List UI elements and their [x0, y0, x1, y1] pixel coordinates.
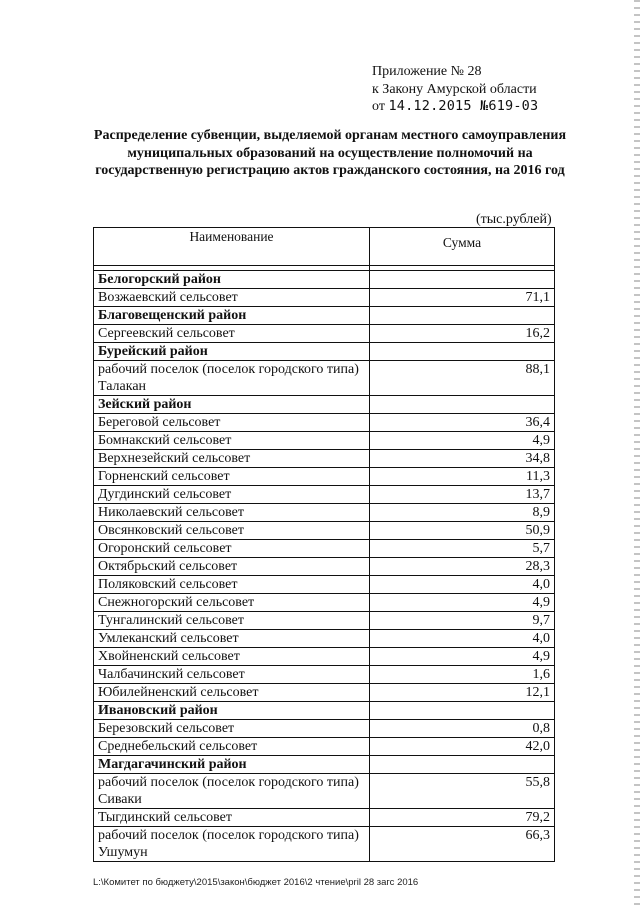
locality-name-cell: Огоронский сельсовет	[94, 540, 370, 558]
district-row	[94, 271, 555, 289]
subsidy-table-body	[94, 228, 555, 862]
locality-name-cell: Хвойненский сельсовет	[94, 648, 370, 666]
table-row	[94, 774, 555, 809]
table-row	[94, 827, 555, 862]
table-header-row	[94, 228, 555, 266]
locality-name-cell: рабочий поселок (поселок городского типа) Ушумун	[94, 827, 370, 862]
table-row	[94, 289, 555, 307]
table-row	[94, 809, 555, 827]
amount-cell: 12,1	[370, 684, 555, 702]
amount-cell: 4,0	[370, 576, 555, 594]
amount-cell: 79,2	[370, 809, 555, 827]
amount-cell: 11,3	[370, 468, 555, 486]
table-row	[94, 361, 555, 396]
amount-cell	[370, 307, 555, 325]
district-name-cell: Магдагачинский район	[94, 756, 370, 774]
amount-cell: 8,9	[370, 504, 555, 522]
amount-cell	[370, 396, 555, 414]
table-row	[94, 720, 555, 738]
amount-cell: 16,2	[370, 325, 555, 343]
amount-cell: 42,0	[370, 738, 555, 756]
table-row	[94, 486, 555, 504]
table-row	[94, 558, 555, 576]
date-prefix: от	[372, 99, 385, 114]
table-row	[94, 450, 555, 468]
appendix-date-line	[372, 98, 538, 116]
locality-name-cell: Умлеканский сельсовет	[94, 630, 370, 648]
table-row	[94, 540, 555, 558]
amount-cell: 4,0	[370, 630, 555, 648]
amount-cell: 4,9	[370, 594, 555, 612]
locality-name-cell: Березовский сельсовет	[94, 720, 370, 738]
amount-cell: 55,8	[370, 774, 555, 809]
amount-cell: 34,8	[370, 450, 555, 468]
locality-name-cell: Бомнакский сельсовет	[94, 432, 370, 450]
table-row	[94, 738, 555, 756]
district-name-cell: Белогорский район	[94, 271, 370, 289]
district-name-cell: Зейский район	[94, 396, 370, 414]
subsidy-table	[93, 227, 555, 862]
locality-name-cell: Юбилейненский сельсовет	[94, 684, 370, 702]
amount-cell: 1,6	[370, 666, 555, 684]
table-row	[94, 414, 555, 432]
locality-name-cell: Октябрьский сельсовет	[94, 558, 370, 576]
table-row	[94, 432, 555, 450]
document-title: Распределение субвенции, выделяемой органам местного самоуправления муниципальных образований на осуществление полномочий на государственную регистрацию актов гражданского состояния, на 2016 год	[93, 128, 567, 178]
locality-name-cell: Дугдинский сельсовет	[94, 486, 370, 504]
district-row	[94, 343, 555, 361]
table-row	[94, 630, 555, 648]
district-name-cell: Ивановский район	[94, 702, 370, 720]
district-row	[94, 396, 555, 414]
district-row	[94, 756, 555, 774]
locality-name-cell: Поляковский сельсовет	[94, 576, 370, 594]
table-row	[94, 684, 555, 702]
locality-name-cell: Чалбачинский сельсовет	[94, 666, 370, 684]
amount-cell: 9,7	[370, 612, 555, 630]
units-label: (тыс.рублей)	[476, 212, 552, 227]
file-path-footer: L:\Комитет по бюджету\2015\закон\бюджет 2016\2 чтение\рril 28 загс 2016	[93, 877, 419, 888]
header-name-cell: Наименование	[94, 228, 370, 266]
locality-name-cell: Тыгдинский сельсовет	[94, 809, 370, 827]
table-row	[94, 594, 555, 612]
amount-cell: 28,3	[370, 558, 555, 576]
amount-cell: 0,8	[370, 720, 555, 738]
amount-cell: 5,7	[370, 540, 555, 558]
amount-cell: 4,9	[370, 432, 555, 450]
amount-cell: 66,3	[370, 827, 555, 862]
locality-name-cell: Овсянковский сельсовет	[94, 522, 370, 540]
appendix-block	[372, 63, 538, 116]
table-row	[94, 576, 555, 594]
amount-cell	[370, 271, 555, 289]
scan-edge-artifact	[634, 0, 640, 905]
table-row	[94, 612, 555, 630]
district-row	[94, 702, 555, 720]
locality-name-cell: Верхнезейский сельсовет	[94, 450, 370, 468]
amount-cell: 71,1	[370, 289, 555, 307]
amount-cell: 13,7	[370, 486, 555, 504]
amount-cell: 50,9	[370, 522, 555, 540]
amount-cell: 4,9	[370, 648, 555, 666]
amount-cell	[370, 756, 555, 774]
table-row	[94, 504, 555, 522]
table-row	[94, 468, 555, 486]
locality-name-cell: Тунгалинский сельсовет	[94, 612, 370, 630]
amount-cell: 88,1	[370, 361, 555, 396]
date-value: 14.12.2015 №619-03	[388, 98, 539, 114]
district-name-cell: Бурейский район	[94, 343, 370, 361]
locality-name-cell: Возжаевский сельсовет	[94, 289, 370, 307]
table-row	[94, 648, 555, 666]
amount-cell: 36,4	[370, 414, 555, 432]
district-name-cell: Благовещенский район	[94, 307, 370, 325]
header-sum-cell: Сумма	[370, 228, 555, 266]
locality-name-cell: Среднебельский сельсовет	[94, 738, 370, 756]
locality-name-cell: Снежногорский сельсовет	[94, 594, 370, 612]
locality-name-cell: Сергеевский сельсовет	[94, 325, 370, 343]
locality-name-cell: Горненский сельсовет	[94, 468, 370, 486]
table-row	[94, 522, 555, 540]
locality-name-cell: Береговой сельсовет	[94, 414, 370, 432]
table-row	[94, 325, 555, 343]
amount-cell	[370, 702, 555, 720]
locality-name-cell: рабочий поселок (поселок городского типа) Талакан	[94, 361, 370, 396]
locality-name-cell: рабочий поселок (поселок городского типа) Сиваки	[94, 774, 370, 809]
district-row	[94, 307, 555, 325]
table-row	[94, 666, 555, 684]
appendix-law-reference: к Закону Амурской области	[372, 81, 537, 97]
locality-name-cell: Николаевский сельсовет	[94, 504, 370, 522]
amount-cell	[370, 343, 555, 361]
appendix-number: Приложение № 28	[372, 64, 482, 79]
